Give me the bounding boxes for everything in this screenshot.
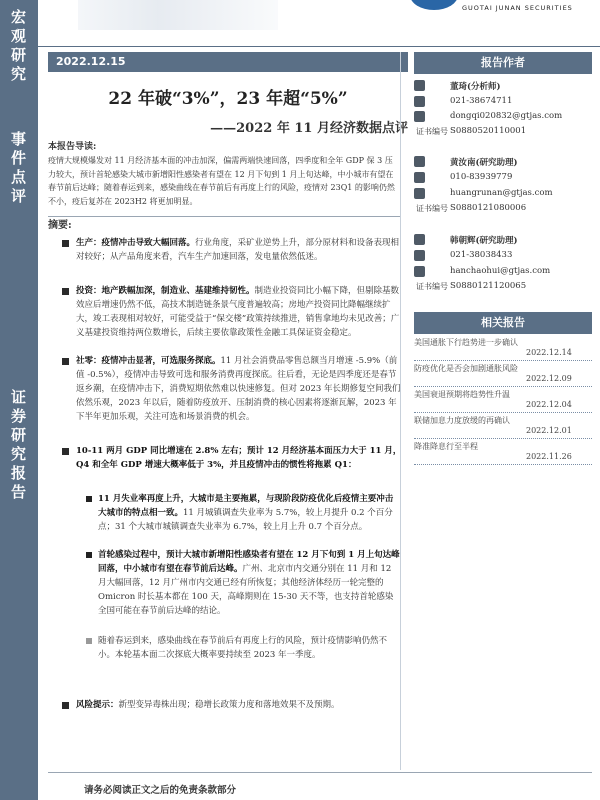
summary-item-text: 制造业投资同比小幅下降，但剔除基数效应后增速仍然不低，高技术制造链条景气度普遍较高；房地产投资同比降幅继续扩大，竣工表现相对较好，可能受益于“保交楼”政策持续推进，销售拿地均未见改善；广义基建投资维持两位数增长，后续主要依靠政策性金融工具保证资金稳定。	[76, 286, 400, 338]
related-report-divider	[414, 438, 592, 439]
author-name: 黄汝南(研究助理)	[450, 158, 518, 168]
related-report-title[interactable]: 美国衰退预期将趋势性升温	[414, 390, 510, 399]
logo-text: GUOTAI JUNAN SECURITIES	[462, 4, 573, 12]
bullet-icon	[86, 496, 92, 502]
summary-item-gdp	[76, 444, 402, 472]
related-reports-header: 相关报告	[414, 312, 592, 334]
related-report-divider	[414, 360, 592, 361]
bullet-icon	[86, 638, 92, 644]
header-banner-image	[78, 0, 278, 30]
risk-head: 风险提示：	[76, 700, 119, 710]
footer-rule	[48, 772, 592, 773]
related-report-title[interactable]: 联储加息力度放缓的再确认	[414, 416, 510, 425]
email-icon	[414, 266, 425, 277]
summary-subitem-text: 广州、北京市内交通分别在 11 月和 12 月大幅回落，12 月广州市内交通已经有所恢复；其他经济体经历一轮完整的 Omicron 时长基本都在 100 天，高峰期则在 15-30 天不等，也支持首轮感染全国可能在春节前后达峰的结论。	[98, 564, 394, 616]
related-report-date: 2022.11.26	[526, 452, 572, 461]
summary-item-head: 生产：疫情冲击导致大幅回落。	[76, 238, 196, 248]
header-rule	[38, 46, 600, 47]
author-cert-label: 证书编号	[416, 204, 448, 213]
bullet-icon	[62, 358, 69, 365]
summary-item-head: 投资：地产跌幅加深，制造业、基建维持韧性。	[76, 286, 255, 296]
summary-item-head: 10-11 两月 GDP 同比增速在 2.8% 左右；预计 12 月经济基本面压力大于 11 月，Q4 和全年 GDP 增速大概率低于 3%，并且疫情冲击的惯性将拖累 Q1：	[76, 446, 402, 470]
risk-text: 新型变异毒株出现；稳增长政策力度和落地效果不及预期。	[118, 700, 340, 710]
author-phone: 021-38674711	[450, 96, 513, 106]
summary-subitem-text: 11 月城镇调查失业率为 5.7%，较上月提升 0.2 个百分点；31 个大城市城镇调查失业率为 6.7%，较上月上升 0.7 个百分点。	[98, 508, 393, 532]
sidebar-category-label: 宏观研究	[11, 8, 28, 83]
related-report-date: 2022.12.14	[526, 348, 572, 357]
summary-subitem-unemployment	[98, 492, 400, 534]
summary-item-retail	[76, 354, 402, 424]
summary-subitem-text: 随着春运到来，感染曲线在春节前后有再度上行的风险，预计疫情影响仍然不小。本轮基本面二次探底大概率要持续至 2023 年一季度。	[98, 636, 388, 660]
author-phone: 010-83939779	[450, 172, 513, 182]
related-report-divider	[414, 412, 592, 413]
summary-subitem-infection	[98, 548, 400, 618]
author-cert-label: 证书编号	[416, 282, 448, 291]
phone-icon	[414, 172, 425, 183]
phone-icon	[414, 250, 425, 261]
related-report-title[interactable]: 防疫优化是否会加剧通胀风险	[414, 364, 518, 373]
person-icon	[414, 80, 425, 91]
author-email[interactable]: dongqi020832@gtjas.com	[450, 111, 563, 121]
column-divider	[400, 52, 401, 770]
sidebar-report-label: 证券研究报告	[11, 388, 28, 501]
guide-label: 本报告导读:	[48, 142, 97, 152]
summary-item-text: 行业角度，采矿业逆势上升，部分原材料和设备表现相对较好；从产品角度来看，汽车生产加速回落，发电量依然低迷。	[76, 238, 400, 262]
related-report-divider	[414, 464, 592, 465]
author-name: 韩朝辉(研究助理)	[450, 236, 518, 246]
related-report-date: 2022.12.09	[526, 374, 572, 383]
author-cert-code: S0880121120065	[450, 281, 527, 291]
report-title: 22 年破“3%”，23 年超“5%”	[108, 89, 348, 109]
author-name: 董琦(分析师)	[450, 82, 501, 92]
related-report-title[interactable]: 降准降息行至半程	[414, 442, 478, 451]
bullet-icon	[62, 448, 69, 455]
author-cert-code: S0880121080006	[450, 203, 527, 213]
related-report-title[interactable]: 美国通胀下行趋势进一步确认	[414, 338, 518, 347]
summary-item-production	[76, 236, 402, 264]
authors-header: 报告作者	[414, 52, 592, 74]
report-subtitle: ——2022 年 11 月经济数据点评	[210, 121, 408, 136]
author-phone: 021-38038433	[450, 250, 513, 260]
sidebar-type-label: 事件点评	[11, 130, 28, 205]
bullet-icon	[62, 288, 69, 295]
email-icon	[414, 111, 425, 122]
summary-subitem-head: 首轮感染过程中，预计大城市新增阳性感染者有望在 12 月下旬到 1 月上旬达峰回落，中小城市有望在春节前后达峰。	[98, 550, 400, 574]
summary-item-investment	[76, 284, 402, 340]
author-email[interactable]: hanchaohui@gtjas.com	[450, 266, 551, 276]
risk-warning	[76, 698, 402, 712]
bullet-icon	[62, 702, 69, 709]
author-cert-code: S0880520110001	[450, 126, 527, 136]
person-icon	[414, 234, 425, 245]
related-report-date: 2022.12.04	[526, 400, 572, 409]
guide-text: 疫情大规模爆发对 11 月经济基本面的冲击加深，偏需两端快速回落，四季度和全年 GDP 保 3 压力较大，预计首轮感染大城市新增阳性感染者有望在 12 月下旬到 1 月上旬达峰，中小城市有望在春节前后达峰；随着春运到来，感染曲线在春节前后有再度上行的风险，疫情对 23Q1 的影响仍然不小，疫后复苏在 2023H2 将更加明显。	[48, 156, 395, 206]
related-report-date: 2022.12.01	[526, 426, 572, 435]
summary-item-head: 社零：疫情冲击显著，可选服务探底。	[76, 356, 221, 366]
summary-subitem-head: 11 月失业率再度上升，大城市是主要拖累，与现阶段防疫优化后疫情主要冲击大城市的特点相一致。	[98, 494, 394, 518]
guide-divider	[48, 216, 400, 217]
bullet-icon	[62, 240, 69, 247]
summary-subitem-outlook	[98, 634, 400, 662]
related-report-divider	[414, 386, 592, 387]
email-icon	[414, 188, 425, 199]
bullet-icon	[86, 552, 92, 558]
summary-item-text: 11 月社会消费品零售总额当月增速 -5.9%（前值 -0.5%），疫情冲击导致可选和服务消费再度探底。往后看，无论是四季度还是春节返乡潮，在疫情冲击下，消费短期依然难以快速修复。但对 2023 年长期修复空间我们依然乐观，2023 年以后，随着防疫放开、压制消费的核心因素将逐渐瓦解，2023 年下半年更加乐观，关注可选和场景消费的机会。	[76, 356, 401, 422]
summary-label: 摘要:	[48, 220, 72, 231]
author-cert-label: 证书编号	[416, 127, 448, 136]
phone-icon	[414, 96, 425, 107]
report-date: 2022.12.15	[56, 55, 126, 68]
person-icon	[414, 156, 425, 167]
author-email[interactable]: huangrunan@gtjas.com	[450, 188, 553, 198]
footer-disclaimer: 请务必阅读正文之后的免责条款部分	[84, 785, 237, 796]
